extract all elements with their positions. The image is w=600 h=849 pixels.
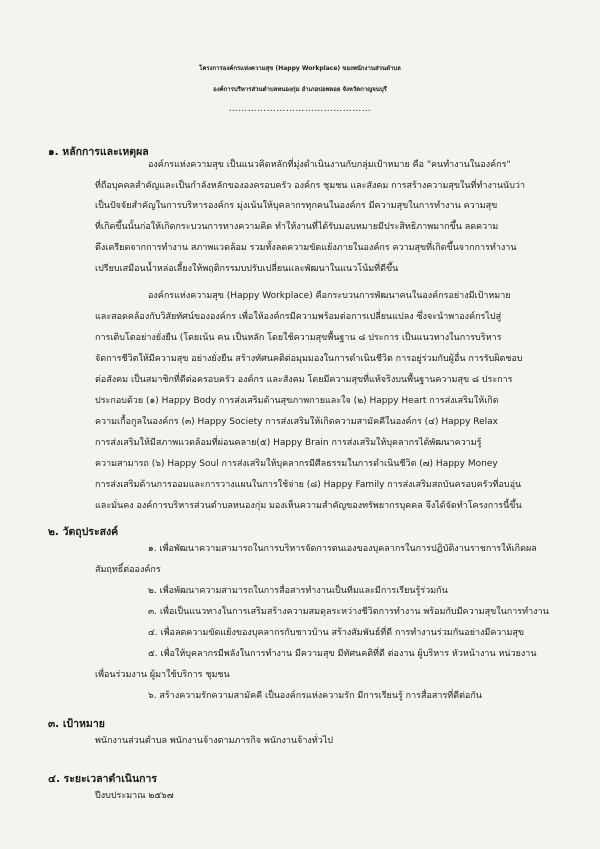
section-2-heading: ๒. วัตถุประสงค์ xyxy=(48,526,119,538)
section-1-para1-line: ที่เกิดขึ้นนั้นก่อให้เกิดกระบวนการทางความคิด ทำให้งานที่ได้รับมอบหมายมีประสิทธิภาพมากขึ้น ลดความ xyxy=(95,222,499,232)
section-1-para1-line: องค์กรแห่งความสุข เป็นแนวคิดหลักที่มุ่งดำเนินงานกับกลุ่มเป้าหมาย คือ "คนทำงานในองค์กร" xyxy=(148,160,511,170)
objective-line: สัมฤทธิ์ต่อองค์กร xyxy=(95,565,161,575)
section-1-para2-line: ประกอบด้วย (๑) Happy Body การส่งเสริมด้านสุขภาพกายและใจ (๒) Happy Heart การส่งเสริมให้เกิด xyxy=(95,396,499,406)
section-1-para2-line: ต่อสังคม เป็นสมาชิกที่ดีต่อครอบครัว องค์กร และสังคม โดยมีความสุขที่แท้จริงบนพื้นฐานความสุข ๘ ประการ xyxy=(95,375,513,385)
section-1-heading: ๑. หลักการและเหตุผล xyxy=(48,146,149,158)
section-1-para1-line: เป็นปัจจัยสำคัญในการบริหารองค์กร มุ่งเน้นให้บุคลากรทุกคนในองค์กร มีความสุขในการทำงาน ความสุข xyxy=(95,201,498,211)
objective-line: ๓. เพื่อเป็นแนวทางในการเสริมสร้างความสมดุลระหว่างชีวิตการทำงาน พร้อมกับมีความสุขในการทำงาน xyxy=(148,607,549,617)
section-1-para2-line: การส่งเสริมด้านการออมและการวางแผนในการใช้จ่าย (๘) Happy Family การส่งเสริมสถบันครอบครัวที่อบอุ่น xyxy=(95,480,522,490)
section-1-para2-line: จัดการชีวิตให้มีความสุข อย่างยั่งยืน สร้างทัศนคติต่อมุมมองในการดำเนินชีวิต การอยู่ร่วมกับผู้อื่น การรับผิดชอบ xyxy=(95,354,523,364)
objective-line: ๔. เพื่อลดความขัดแย้งของบุคลากรกับชาวบ้าน สร้างสัมพันธ์ที่ดี การทำงานร่วมกันอย่างมีความสุข xyxy=(148,628,525,638)
document-title-line-1: โครงการองค์กรแห่งความสุข (Happy Workplace) ของพนักงานส่วนตำบล xyxy=(199,65,401,72)
target-text: พนักงานส่วนตำบล พนักงานจ้างตามภารกิจ พนักงานจ้างทั่วไป xyxy=(95,736,333,746)
section-1-para2-line: ความเกื้อกูลในองค์กร (๓) Happy Society การส่งเสริมให้เกิดความสามัคคีในองค์กร (๔) Happy Relax xyxy=(95,417,498,427)
section-1-para2-line: และมั่นคง องค์การบริหารส่วนตำบลหนองกุ่ม มองเห็นความสำคัญของทรัพยากรบุคคล จึงได้จัดทำโครงการนี้ขึ้น xyxy=(95,501,522,511)
section-1-para2-line: และสอดคล้องกับวิสัยทัศน์ขององค์กร เพื่อให้องค์กรมีความพร้อมต่อการเปลี่ยนแปลง ซึ่งจะนำพาองค์กรไปสู่ xyxy=(95,312,502,322)
duration-text: ปีงบประมาณ ๒๕๖๗ xyxy=(95,791,174,801)
objective-line: ๖. สร้างความรักความสามัคคี เป็นองค์กรแห่งความรัก มีการเรียนรู้ การสื่อสารที่ดีต่อกัน xyxy=(148,691,482,701)
objective-line: ๒. เพื่อพัฒนาความสามารถในการสื่อสารทำงานเป็นทีมและมีการเรียนรู้ร่วมกัน xyxy=(148,586,448,596)
objective-line: ๑. เพื่อพัฒนาความสามารถในการบริหารจัดการตนเองของบุคลากรในการปฏิบัติงานราชการให้เกิดผล xyxy=(148,544,537,554)
section-1-para2-line: การส่งเสริมให้มีสภาพแวดล้อมที่ผ่อนคลาย(๕) Happy Brain การส่งเสริมให้บุคลากรได้พัฒนาความรู้ xyxy=(95,438,482,448)
title-separator: ……………………………………… xyxy=(228,104,372,114)
section-1-para1-line: ตึงเครียดจากการทำงาน สภาพแวดล้อม รวมทั้งลดความขัดแย้งภายในองค์กร ความสุขที่เกิดขึ้นจากการทำงาน xyxy=(95,243,517,253)
section-4-heading: ๔. ระยะเวลาดำเนินการ xyxy=(48,773,158,785)
objective-line: เพื่อนร่วมงาน ผู้มาใช้บริการ ชุมชน xyxy=(95,670,230,680)
section-1-para1-line: เปรียบเสมือนน้ำหล่อเลี้ยงให้พฤติกรรมบปรับเปลี่ยนและพัฒนาในแนวโน้มที่ดีขึ้น xyxy=(95,264,399,274)
objective-line: ๕. เพื่อให้บุคลากรมีพลังในการทำงาน มีความสุข มีทัศนคติที่ดี ต่องาน ผู้บริหาร หัวหน้างาน หน่วยงาน xyxy=(148,649,537,659)
section-3-heading: ๓. เป้าหมาย xyxy=(48,718,105,730)
section-1-para2-line: การเติบโตอย่างยั่งยืน (โดยเน้น คน เป็นหลัก โดยใช้ความสุขพื้นฐาน ๘ ประการ เป็นแนวทางในการบริหาร xyxy=(95,333,502,343)
section-1-para2-line: องค์กรแห่งความสุข (Happy Workplace) คือกระบวนการพัฒนาคนในองค์กรอย่างมีเป้าหมาย xyxy=(148,291,511,301)
section-1-para2-line: ความสามารถ (๖) Happy Soul การส่งเสริมให้บุคลากรมีศีลธรรมในการดำเนินชีวิต (๗) Happy Money xyxy=(95,459,498,469)
document-title-line-2: องค์การบริหารส่วนตำบลหนองกุ่ม อำเภอบ่อพลอย จังหวัดกาญจนบุรี xyxy=(213,86,387,93)
section-1-para1-line: ที่ถือบุคคลสำคัญและเป็นกำลังหลักขององครอบครัว องค์กร ชุมชน และสังคม การสร้างความสุขในที่ทำงานนับว่า xyxy=(95,181,526,191)
